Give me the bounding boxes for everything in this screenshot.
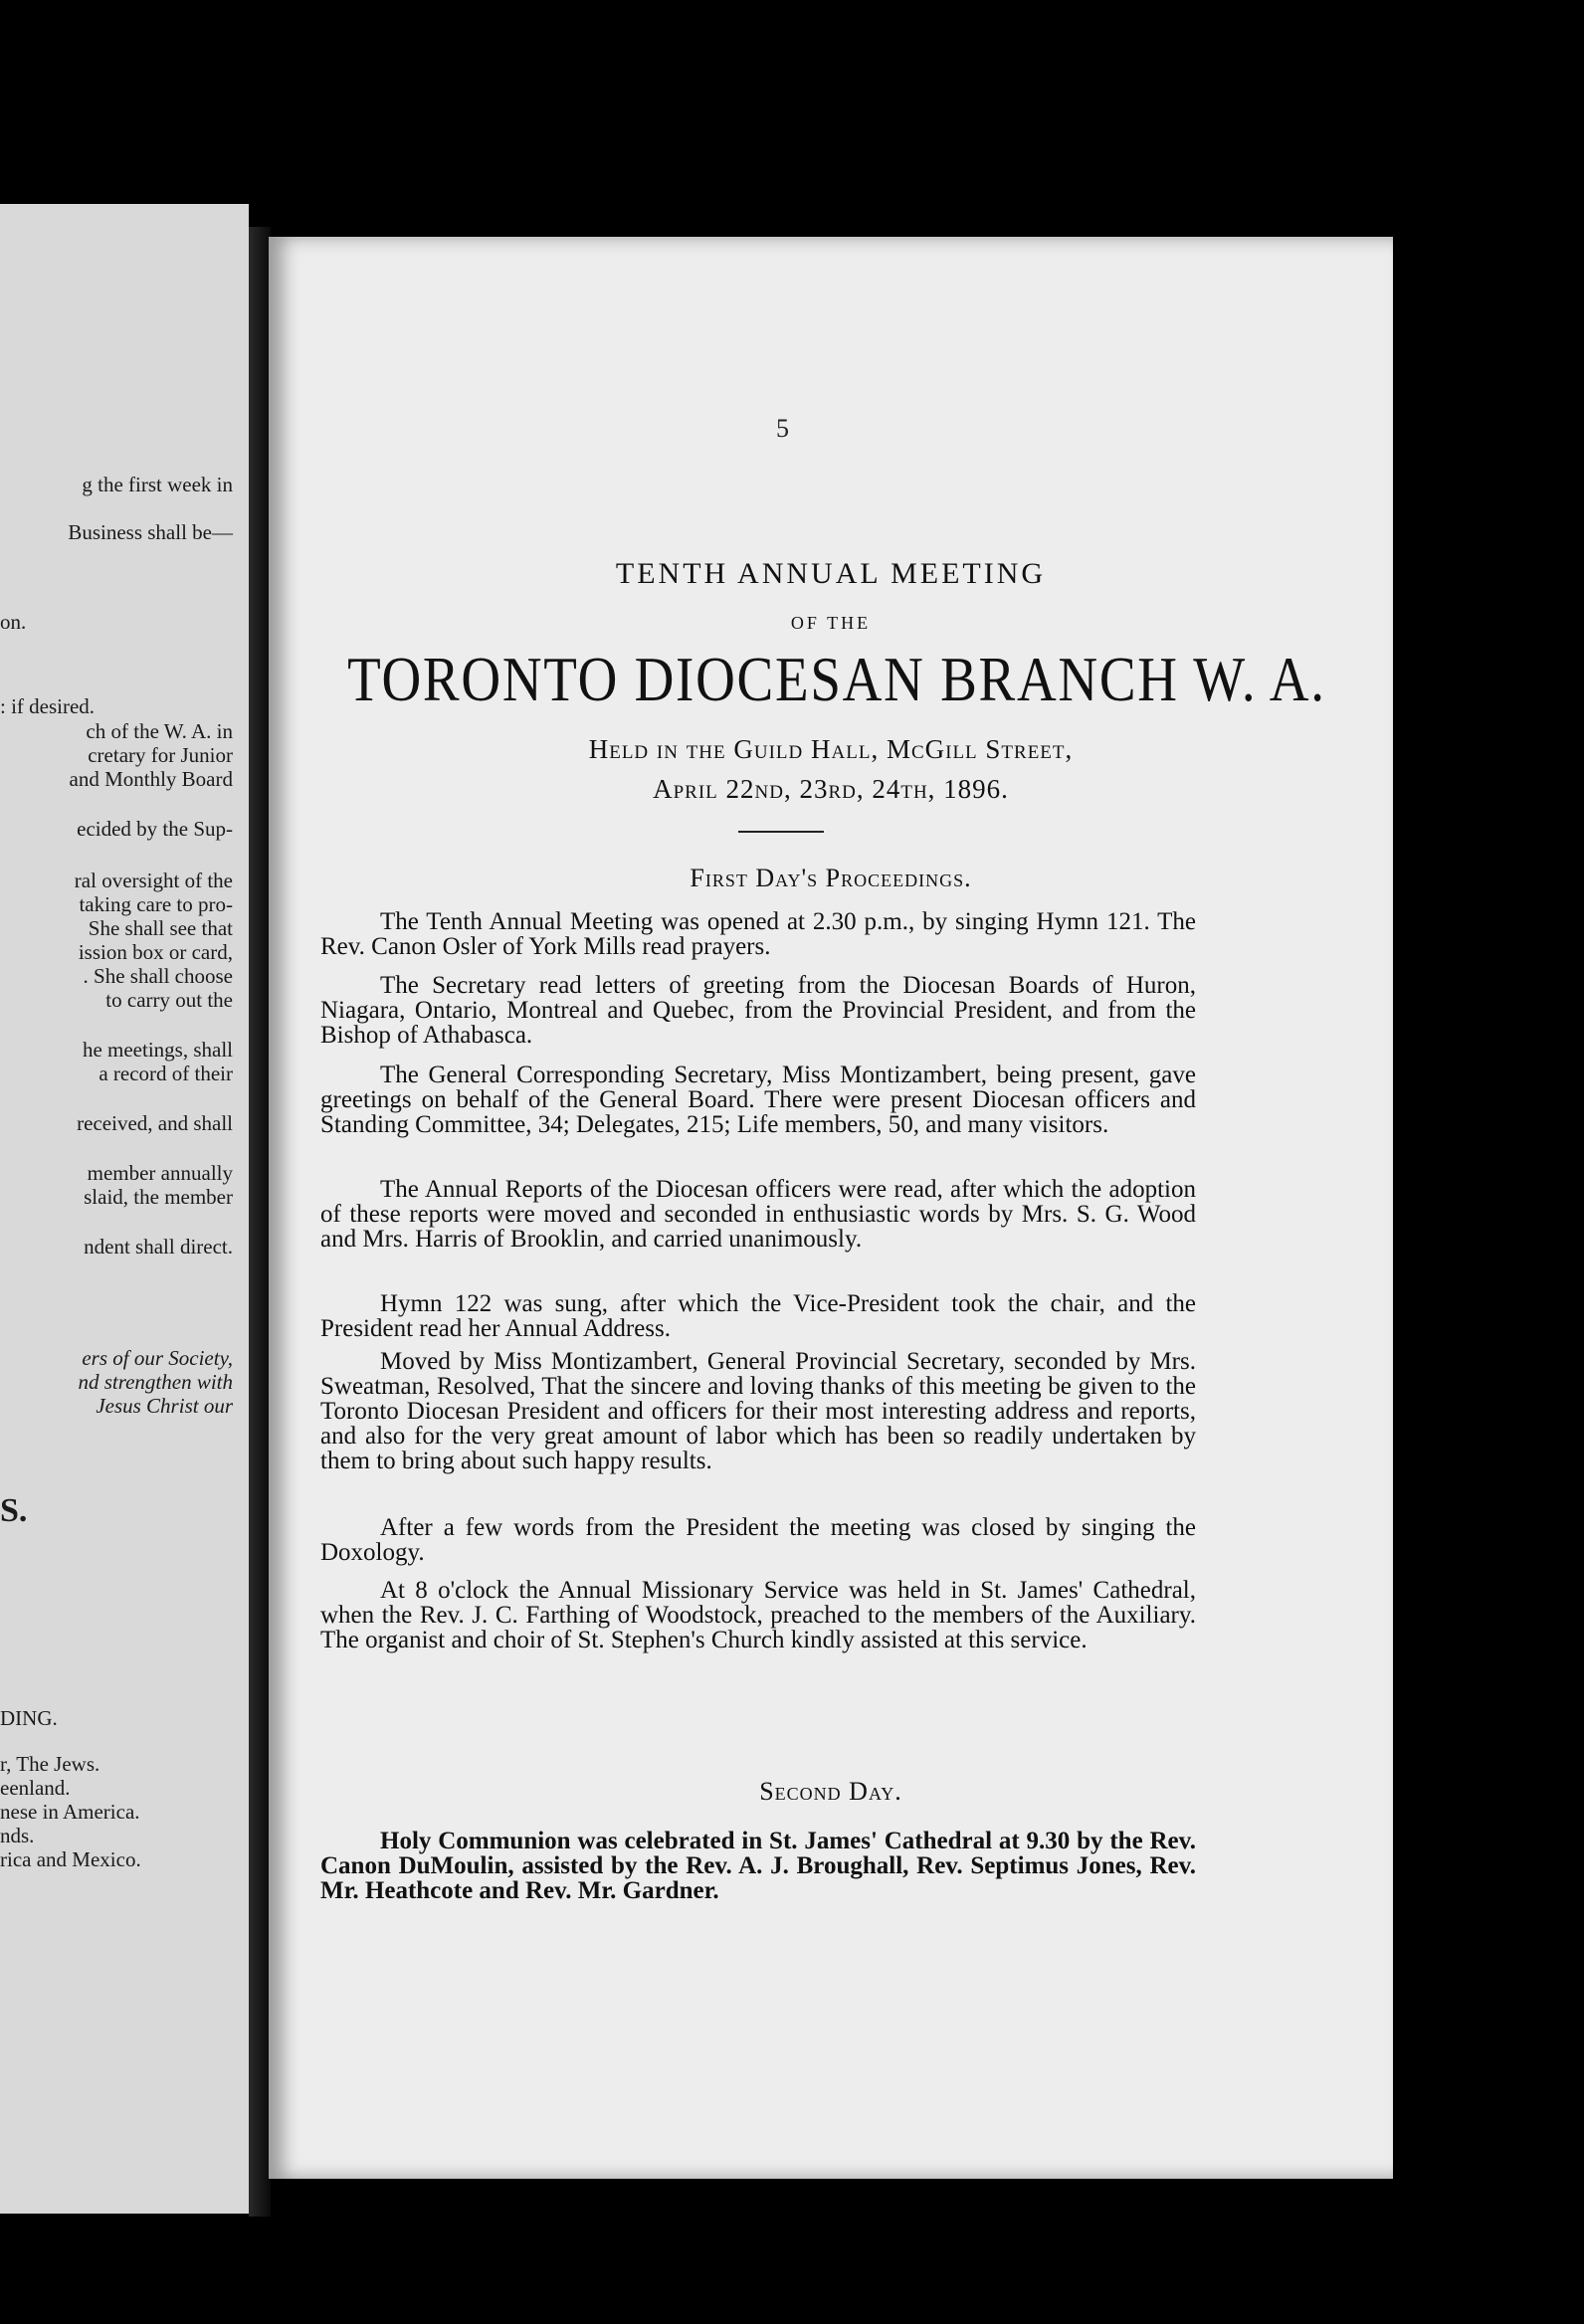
subtitle-location: Held in the Guild Hall, McGill Street, bbox=[588, 734, 1074, 764]
left-line: Jesus Christ our bbox=[96, 1394, 233, 1418]
left-line: slaid, the member bbox=[84, 1185, 233, 1209]
right-page bbox=[269, 237, 1393, 2179]
left-line: . She shall choose bbox=[83, 964, 233, 988]
left-line: nds. bbox=[0, 1824, 35, 1847]
paragraph: The Tenth Annual Meeting was opened at 2.30 p.m., by singing Hymn 121. The Rev. Canon Osler of York Mills read prayers. bbox=[320, 908, 1196, 960]
left-line: Business shall be— bbox=[68, 520, 233, 544]
left-line: nd strengthen with bbox=[78, 1370, 233, 1394]
left-line: S. bbox=[0, 1492, 28, 1529]
left-line: ral oversight of the bbox=[74, 869, 233, 892]
left-line: to carry out the bbox=[105, 988, 233, 1012]
page-number: 5 bbox=[776, 414, 789, 443]
left-line: a record of their bbox=[99, 1062, 233, 1085]
left-line: ch of the W. A. in bbox=[86, 719, 233, 743]
paragraph: The General Corresponding Secretary, Miss Montizambert, being present, gave greetings on behalf of the General Board. There were present Diocesan officers and Standing Committee, 34; Delegates, 215; Life members, 50, and many visitors. bbox=[320, 1062, 1196, 1138]
left-line: ndent shall direct. bbox=[84, 1235, 233, 1259]
left-line: he meetings, shall bbox=[82, 1038, 233, 1062]
left-line: and Monthly Board bbox=[69, 767, 233, 791]
subtitle-dates: April 22nd, 23rd, 24th, 1896. bbox=[653, 774, 1009, 804]
left-line: g the first week in bbox=[82, 473, 233, 496]
paragraph: The Annual Reports of the Diocesan officers were read, after which the adoption of these reports were moved and seconded in enthusiastic words by Mrs. S. G. Wood and Mrs. Harris of Brooklin, and carried unanimously. bbox=[320, 1176, 1196, 1253]
paragraph: Moved by Miss Montizambert, General Provincial Secretary, seconded by Mrs. Sweatman, Resolved, That the sincere and loving thanks of this meeting be given to the Toronto Diocesan President and officers for their most interesting address and reports, and also for the very great amount of labor which has been so readily undertaken by them to bring about such happy results. bbox=[320, 1348, 1196, 1474]
paragraph: Hymn 122 was sung, after which the Vice-President took the chair, and the President read her Annual Address. bbox=[320, 1290, 1196, 1342]
section-heading-second-day: Second Day. bbox=[759, 1777, 902, 1806]
paragraph: At 8 o'clock the Annual Missionary Service was held in St. James' Cathedral, when the Rev. J. C. Farthing of Woodstock, preached to the members of the Auxiliary. The organist and choir of St. Stephen's Church kindly assisted at this service. bbox=[320, 1577, 1196, 1653]
left-line: on. bbox=[0, 610, 27, 634]
heading-of-the: OF THE bbox=[790, 613, 872, 633]
left-line: ission box or card, bbox=[78, 940, 233, 964]
left-line: taking care to pro- bbox=[79, 892, 233, 916]
left-line: She shall see that bbox=[88, 916, 233, 940]
paragraph: After a few words from the President the meeting was closed by singing the Doxology. bbox=[320, 1514, 1196, 1566]
left-line: nese in America. bbox=[0, 1800, 140, 1824]
paragraph: Holy Communion was celebrated in St. James' Cathedral at 9.30 by the Rev. Canon DuMoulin, assisted by the Rev. A. J. Broughall, Rev. Septimus Jones, Rev. Mr. Heathcote and Rev. Mr. Gardner. bbox=[320, 1828, 1196, 1904]
paragraph: The Secretary read letters of greeting from the Diocesan Boards of Huron, Niagara, Ontario, Montreal and Quebec, from the Provincial President, and from the Bishop of Athabasca. bbox=[320, 972, 1196, 1049]
divider-rule bbox=[738, 831, 824, 833]
left-line: cretary for Junior bbox=[88, 743, 233, 767]
section-heading-first-day: First Day's Proceedings. bbox=[690, 864, 972, 892]
left-line: member annually bbox=[87, 1161, 233, 1185]
left-line: r, The Jews. bbox=[0, 1752, 100, 1776]
left-line: rica and Mexico. bbox=[0, 1847, 141, 1871]
left-line: DING. bbox=[0, 1706, 58, 1730]
left-line: received, and shall bbox=[77, 1111, 233, 1135]
main-title: TORONTO DIOCESAN BRANCH W. A. bbox=[347, 644, 1326, 714]
heading-annual-meeting: TENTH ANNUAL MEETING bbox=[615, 557, 1047, 590]
book-gutter bbox=[249, 227, 271, 2217]
left-line: ers of our Society, bbox=[82, 1346, 233, 1370]
left-line: eenland. bbox=[0, 1776, 71, 1800]
left-page-fragment bbox=[0, 204, 249, 2214]
left-line: ecided by the Sup- bbox=[77, 817, 233, 841]
left-line: : if desired. bbox=[0, 694, 96, 718]
